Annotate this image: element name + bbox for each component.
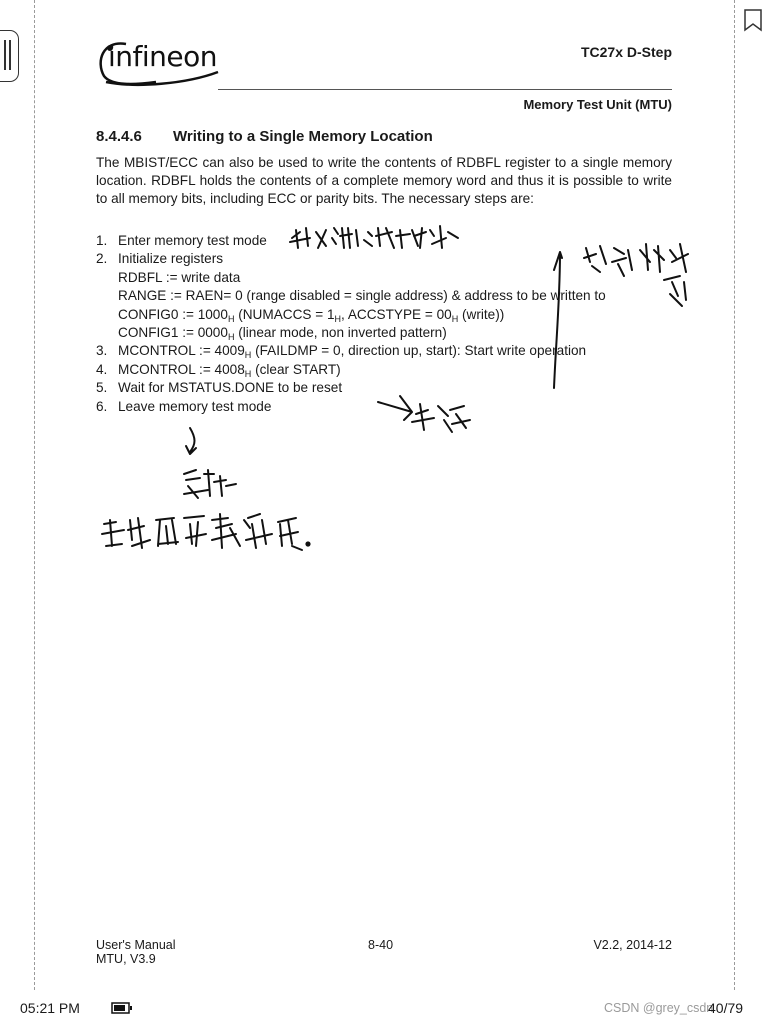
list-item: 1. Enter memory test mode: [96, 233, 267, 248]
status-bar: [0, 996, 768, 1024]
section-number: 8.4.4.6: [96, 128, 142, 145]
page-counter[interactable]: 40/79: [708, 1000, 744, 1016]
list-item: 3. MCONTROL := $4009_H$ (FAILDMP = 0, direction up, start): Start write operation: [96, 343, 587, 361]
revision: V2.2, 2014-12: [593, 938, 672, 952]
list-item: 2. Initialize registers: [96, 251, 224, 267]
register-line: RDBFL := write data: [118, 269, 241, 285]
register-line: RANGE := RAEN= 0 (range disabled = single address) & address to be written to: [118, 288, 606, 304]
page-reference: 8-40: [368, 938, 394, 952]
register-line: CONFIG1 := $0000_H$ (linear mode, non inverted pattern): [118, 325, 447, 343]
battery-icon: [111, 1002, 133, 1014]
list-item: 4. MCONTROL := $4008_H$ (clear START): [96, 361, 341, 379]
logo-text: infineon: [108, 40, 218, 73]
watermark: CSDN @grey_csdn: [604, 1001, 714, 1015]
clock: 05:21 PM: [20, 1000, 80, 1016]
section-title: Writing to a Single Memory Location: [173, 128, 433, 145]
page-footer: [96, 938, 672, 966]
chapter-title: Memory Test Unit (MTU): [523, 97, 672, 112]
list-item: 5. Wait for MSTATUS.DONE to be reset: [96, 380, 343, 396]
register-line: CONFIG0 := $1000_H$ (NUMACCS = $1_H$, ACCSTYPE = $00_H$ (write)): [118, 306, 505, 324]
intro-paragraph: The MBIST/ECC can also be used to write the contents of RDBFL register to a single memory location. RDBFL holds the contents of a complete memory word and thus it is possible to write to all memory bits, including ECC or parity bits. The necessary steps are:: [96, 155, 672, 207]
manual-name: User's Manual: [96, 938, 176, 952]
module-version: MTU, V3.9: [96, 952, 156, 966]
document-title: TC27x D-Step: [580, 44, 672, 60]
list-item: 6. Leave memory test mode: [96, 398, 272, 414]
